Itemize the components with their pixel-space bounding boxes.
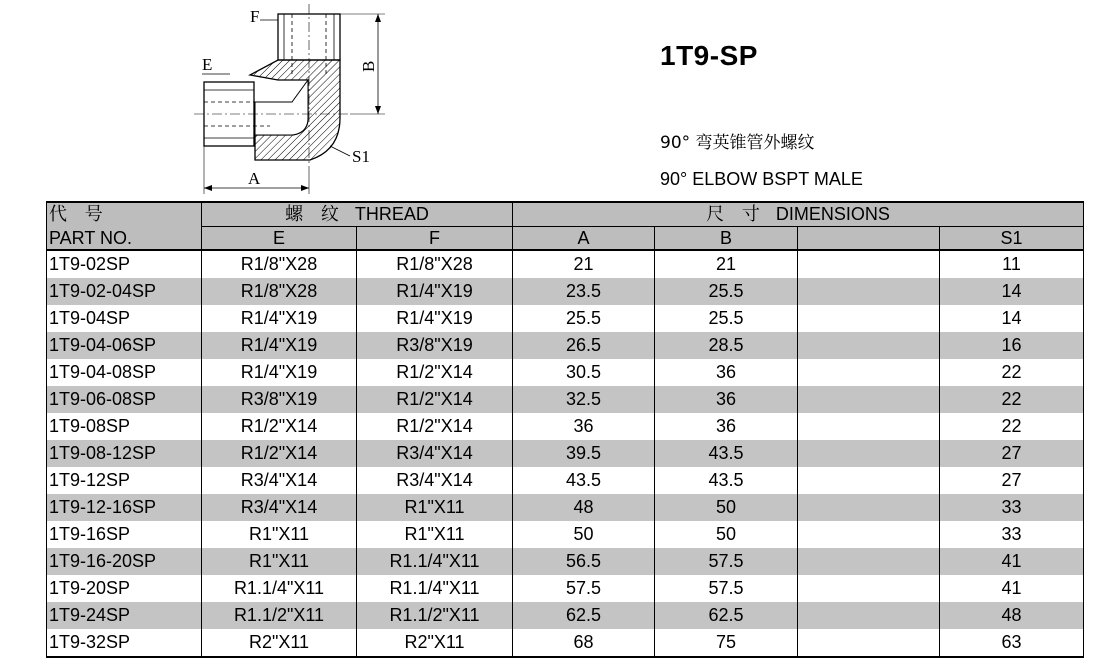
- product-code-title: 1T9-SP: [660, 40, 758, 71]
- cell-part-no: 1T9-20SP: [47, 575, 202, 602]
- table-row: [47, 440, 1084, 467]
- drawing-label-a: A: [248, 169, 261, 188]
- cell-blank: [798, 548, 940, 575]
- drawing-label-e: E: [202, 55, 213, 74]
- cell-blank: [798, 305, 940, 332]
- cell-thread-e: R2"X11: [202, 629, 357, 657]
- table-row: [47, 548, 1084, 575]
- cell-thread-e: R1/2"X14: [202, 440, 357, 467]
- header-col-b: B: [655, 227, 798, 251]
- cell-thread-f: R3/8"X19: [357, 332, 513, 359]
- cell-blank: [798, 250, 940, 278]
- table-row: [47, 629, 1084, 657]
- cell-thread-f: R1.1/4"X11: [357, 548, 513, 575]
- drawing-label-f: F: [250, 7, 260, 26]
- cell-blank: [798, 629, 940, 657]
- header-dims-cn: 尺 寸: [706, 204, 766, 225]
- cell-blank: [798, 386, 940, 413]
- cell-thread-f: R1.1/4"X11: [357, 575, 513, 602]
- cell-thread-f: R1"X11: [357, 494, 513, 521]
- cell-blank: [798, 521, 940, 548]
- table-row: [47, 413, 1084, 440]
- cell-thread-f: R2"X11: [357, 629, 513, 657]
- cell-dim-b: 28.5: [655, 332, 798, 359]
- cell-s1: 33: [940, 494, 1084, 521]
- cell-dim-a: 21: [513, 250, 655, 278]
- cell-blank: [798, 575, 940, 602]
- cell-s1: 63: [940, 629, 1084, 657]
- cell-s1: 27: [940, 467, 1084, 494]
- cell-dim-b: 43.5: [655, 440, 798, 467]
- cell-dim-a: 62.5: [513, 602, 655, 629]
- cell-part-no: 1T9-08-12SP: [47, 440, 202, 467]
- cell-blank: [798, 602, 940, 629]
- elbow-technical-drawing: [180, 0, 410, 200]
- cell-dim-b: 25.5: [655, 278, 798, 305]
- cell-thread-f: R1/4"X19: [357, 305, 513, 332]
- header-col-f: F: [357, 227, 513, 251]
- table-row: [47, 278, 1084, 305]
- cell-thread-f: R1/4"X19: [357, 278, 513, 305]
- cell-dim-b: 21: [655, 250, 798, 278]
- table-row: [47, 250, 1084, 278]
- cell-thread-f: R1/8"X28: [357, 250, 513, 278]
- cell-part-no: 1T9-16SP: [47, 521, 202, 548]
- cell-thread-f: R1.1/2"X11: [357, 602, 513, 629]
- cell-dim-b: 25.5: [655, 305, 798, 332]
- cell-s1: 41: [940, 548, 1084, 575]
- cell-part-no: 1T9-12SP: [47, 467, 202, 494]
- cell-s1: 22: [940, 413, 1084, 440]
- cell-s1: 22: [940, 386, 1084, 413]
- table-row: [47, 521, 1084, 548]
- cell-thread-e: R3/8"X19: [202, 386, 357, 413]
- cell-dim-a: 43.5: [513, 467, 655, 494]
- cell-dim-a: 26.5: [513, 332, 655, 359]
- table-header-row-1: [47, 202, 1084, 227]
- cell-thread-e: R1.1/2"X11: [202, 602, 357, 629]
- cell-blank: [798, 413, 940, 440]
- table-row: [47, 305, 1084, 332]
- cell-blank: [798, 332, 940, 359]
- cell-blank: [798, 494, 940, 521]
- cell-dim-b: 57.5: [655, 575, 798, 602]
- cell-part-no: 1T9-12-16SP: [47, 494, 202, 521]
- cell-blank: [798, 359, 940, 386]
- cell-s1: 33: [940, 521, 1084, 548]
- header-col-e: E: [202, 227, 357, 251]
- cell-dim-a: 56.5: [513, 548, 655, 575]
- cell-s1: 14: [940, 278, 1084, 305]
- table-row: [47, 359, 1084, 386]
- header-dims-en: DIMENSIONS: [775, 204, 890, 224]
- cell-dim-a: 68: [513, 629, 655, 657]
- cell-s1: 41: [940, 575, 1084, 602]
- cell-thread-e: R1"X11: [202, 548, 357, 575]
- cell-thread-f: R1/2"X14: [357, 386, 513, 413]
- cell-dim-a: 48: [513, 494, 655, 521]
- elbow-drawing-svg: [180, 0, 410, 200]
- cell-dim-a: 32.5: [513, 386, 655, 413]
- cell-thread-f: R1/2"X14: [357, 359, 513, 386]
- cell-thread-e: R1"X11: [202, 521, 357, 548]
- cell-dim-a: 36: [513, 413, 655, 440]
- cell-thread-e: R3/4"X14: [202, 467, 357, 494]
- table-row: [47, 494, 1084, 521]
- cell-thread-f: R1/2"X14: [357, 413, 513, 440]
- table-header-row-2: [47, 227, 1084, 251]
- cell-dim-b: 50: [655, 521, 798, 548]
- cell-part-no: 1T9-06-08SP: [47, 386, 202, 413]
- cell-s1: 14: [940, 305, 1084, 332]
- cell-s1: 48: [940, 602, 1084, 629]
- header-col-blank: [798, 227, 940, 251]
- cell-part-no: 1T9-32SP: [47, 629, 202, 657]
- cell-thread-f: R1"X11: [357, 521, 513, 548]
- cell-part-no: 1T9-08SP: [47, 413, 202, 440]
- header-col-s1: S1: [940, 227, 1084, 251]
- cell-dim-b: 36: [655, 359, 798, 386]
- cell-part-no: 1T9-02-04SP: [47, 278, 202, 305]
- table-row: [47, 467, 1084, 494]
- header-dimensions-group: [513, 202, 1084, 227]
- cell-part-no: 1T9-02SP: [47, 250, 202, 278]
- cell-thread-e: R1/8"X28: [202, 278, 357, 305]
- header-thread-en: THREAD: [354, 204, 429, 224]
- cell-part-no: 1T9-04-08SP: [47, 359, 202, 386]
- cell-part-no: 1T9-24SP: [47, 602, 202, 629]
- header-thread-cn: 螺 纹: [285, 204, 345, 225]
- cell-dim-a: 57.5: [513, 575, 655, 602]
- cell-dim-b: 36: [655, 413, 798, 440]
- cell-s1: 27: [940, 440, 1084, 467]
- cell-part-no: 1T9-04SP: [47, 305, 202, 332]
- cell-thread-e: R1/2"X14: [202, 413, 357, 440]
- cell-thread-e: R1/4"X19: [202, 332, 357, 359]
- cell-dim-a: 39.5: [513, 440, 655, 467]
- cell-dim-b: 75: [655, 629, 798, 657]
- cell-thread-e: R1.1/4"X11: [202, 575, 357, 602]
- cell-dim-a: 23.5: [513, 278, 655, 305]
- drawing-label-b: B: [359, 60, 378, 72]
- cell-dim-b: 36: [655, 386, 798, 413]
- header-col-a: A: [513, 227, 655, 251]
- cell-thread-f: R3/4"X14: [357, 467, 513, 494]
- table-row: [47, 386, 1084, 413]
- cell-dim-b: 50: [655, 494, 798, 521]
- cell-s1: 16: [940, 332, 1084, 359]
- table-row: [47, 575, 1084, 602]
- cell-dim-b: 57.5: [655, 548, 798, 575]
- cell-part-no: 1T9-04-06SP: [47, 332, 202, 359]
- cell-dim-a: 30.5: [513, 359, 655, 386]
- table-row: [47, 602, 1084, 629]
- product-name-chinese: 90° 弯英锥管外螺纹: [660, 133, 815, 153]
- cell-blank: [798, 440, 940, 467]
- cell-thread-e: R1/4"X19: [202, 305, 357, 332]
- cell-s1: 11: [940, 250, 1084, 278]
- cell-thread-e: R1/8"X28: [202, 250, 357, 278]
- cell-thread-e: R3/4"X14: [202, 494, 357, 521]
- table-row: [47, 332, 1084, 359]
- cell-dim-a: 25.5: [513, 305, 655, 332]
- cell-dim-a: 50: [513, 521, 655, 548]
- header-part-no: PART NO.: [47, 227, 202, 251]
- cell-thread-f: R3/4"X14: [357, 440, 513, 467]
- cell-s1: 22: [940, 359, 1084, 386]
- cell-thread-e: R1/4"X19: [202, 359, 357, 386]
- drawing-label-s1: S1: [352, 147, 370, 166]
- table-body: [47, 250, 1084, 657]
- cell-blank: [798, 278, 940, 305]
- header-part-cn: 代 号: [47, 202, 202, 227]
- cell-dim-b: 43.5: [655, 467, 798, 494]
- specification-table: [46, 201, 1084, 658]
- cell-blank: [798, 467, 940, 494]
- cell-part-no: 1T9-16-20SP: [47, 548, 202, 575]
- header-thread-group: [202, 202, 513, 227]
- product-name-english: 90° ELBOW BSPT MALE: [660, 169, 863, 189]
- cell-dim-b: 62.5: [655, 602, 798, 629]
